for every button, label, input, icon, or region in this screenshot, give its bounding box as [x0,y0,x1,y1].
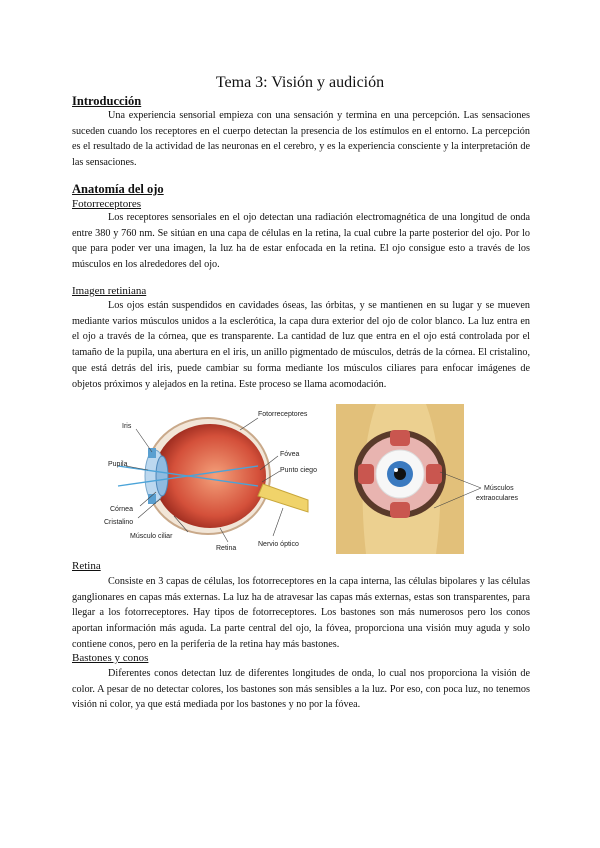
label-cornea: Córnea [110,506,133,513]
label-nervio-optico: Nervio óptico [258,541,299,548]
subheading-bastones-conos: Bastones y conos [72,652,149,664]
eye-cross-section-diagram [104,404,318,554]
subheading-imagen-retiniana: Imagen retiniana [72,285,147,297]
label-musculos: Músculos [484,485,514,492]
bastones-paragraph: Diferentes conos detectan luz de diferentes longitudes de onda, lo cual nos proporciona la visión de color. A pesar de no detectar colores, los bastones son más sensibles a la luz. Por eso, con poca luz, no tenemos visión ni color, ya que está mediada por los bastones y no por la fóvea. [72,668,530,711]
label-fovea: Fóvea [280,451,300,458]
label-cristalino: Cristalino [104,519,134,526]
intro-paragraph: Una experiencia sensorial empieza con una sensación y termina en una percepción. Las sensaciones suceden cuando los receptores en el cuerpo detectan la presencia de los estímulos en el entorno. La percepción es el resultado de la actividad de las neuronas en el cerebro, y es la experiencia consciente y la interpretación de las sensaciones. [72,110,530,169]
eye-orbit-muscles-diagram [336,404,528,554]
heading-introduccion: Introducción [72,94,142,108]
label-musculo-ciliar: Músculo ciliar [130,533,173,540]
heading-anatomia: Anatomía del ojo [72,182,164,196]
label-punto-ciego: Punto ciego [280,467,317,474]
retina-paragraph: Consiste en 3 capas de células, los fotorreceptores en la capa interna, las células bipolares y las células ganglionares en capas más externas. La luz ha de atravesar las capas más externas, estas son transparentes, para llegar a los fotorreceptores. Hay tipos de fotorreceptores. Los bastones son más numerosos pero los conos aportan información más aguda. La parte central del ojo, la fóvea, proporciona una visión muy aguda y solo contiene conos, pero en la periferia de la retina hay más bastones. [72,576,530,650]
subheading-fotorreceptores: Fotorreceptores [72,198,142,210]
label-extraoculares: extraoculares [476,495,519,502]
imagen-paragraph: Los ojos están suspendidos en cavidades óseas, las órbitas, y se mantienen en su lugar y se mueven mediante varios músculos unidos a la esclerótica, la capa dura exterior del ojo de color blanco. La luz entra en el ojo a través de la córnea, que es transparente. La cantidad de luz que entra en el ojo está controlada por el tamaño de la pupila, una abertura en el iris, un anillo pigmentado de músculos, detrás de la córnea. El cristalino, que está detrás del iris, puede cambiar su forma mediante los músculos ciliares para enfocar imágenes de objetos próximos y alejados en la retina. Este proceso se llama acomodación. [72,300,530,390]
label-pupila: Pupila [108,461,128,468]
fotorreceptores-paragraph: Los receptores sensoriales en el ojo detectan una radiación electromagnética de una longitud de onda entre 380 y 760 nm. Se sitúan en una capa de células en la retina, la cual cubre la parte posterior del ojo. Por lo que para poder ver una imagen, la luz ha de estar enfocada en la retina. El ojo consigue esto a través de los músculos en los alrededores del ojo. [72,212,530,271]
eye-figures [104,404,528,554]
page-title: Tema 3: Visión y audición [215,74,385,91]
label-retina: Retina [216,545,237,552]
subheading-retina: Retina [72,560,101,572]
label-fotorreceptores: Fotorreceptores [258,411,308,418]
label-iris: Iris [122,423,132,430]
